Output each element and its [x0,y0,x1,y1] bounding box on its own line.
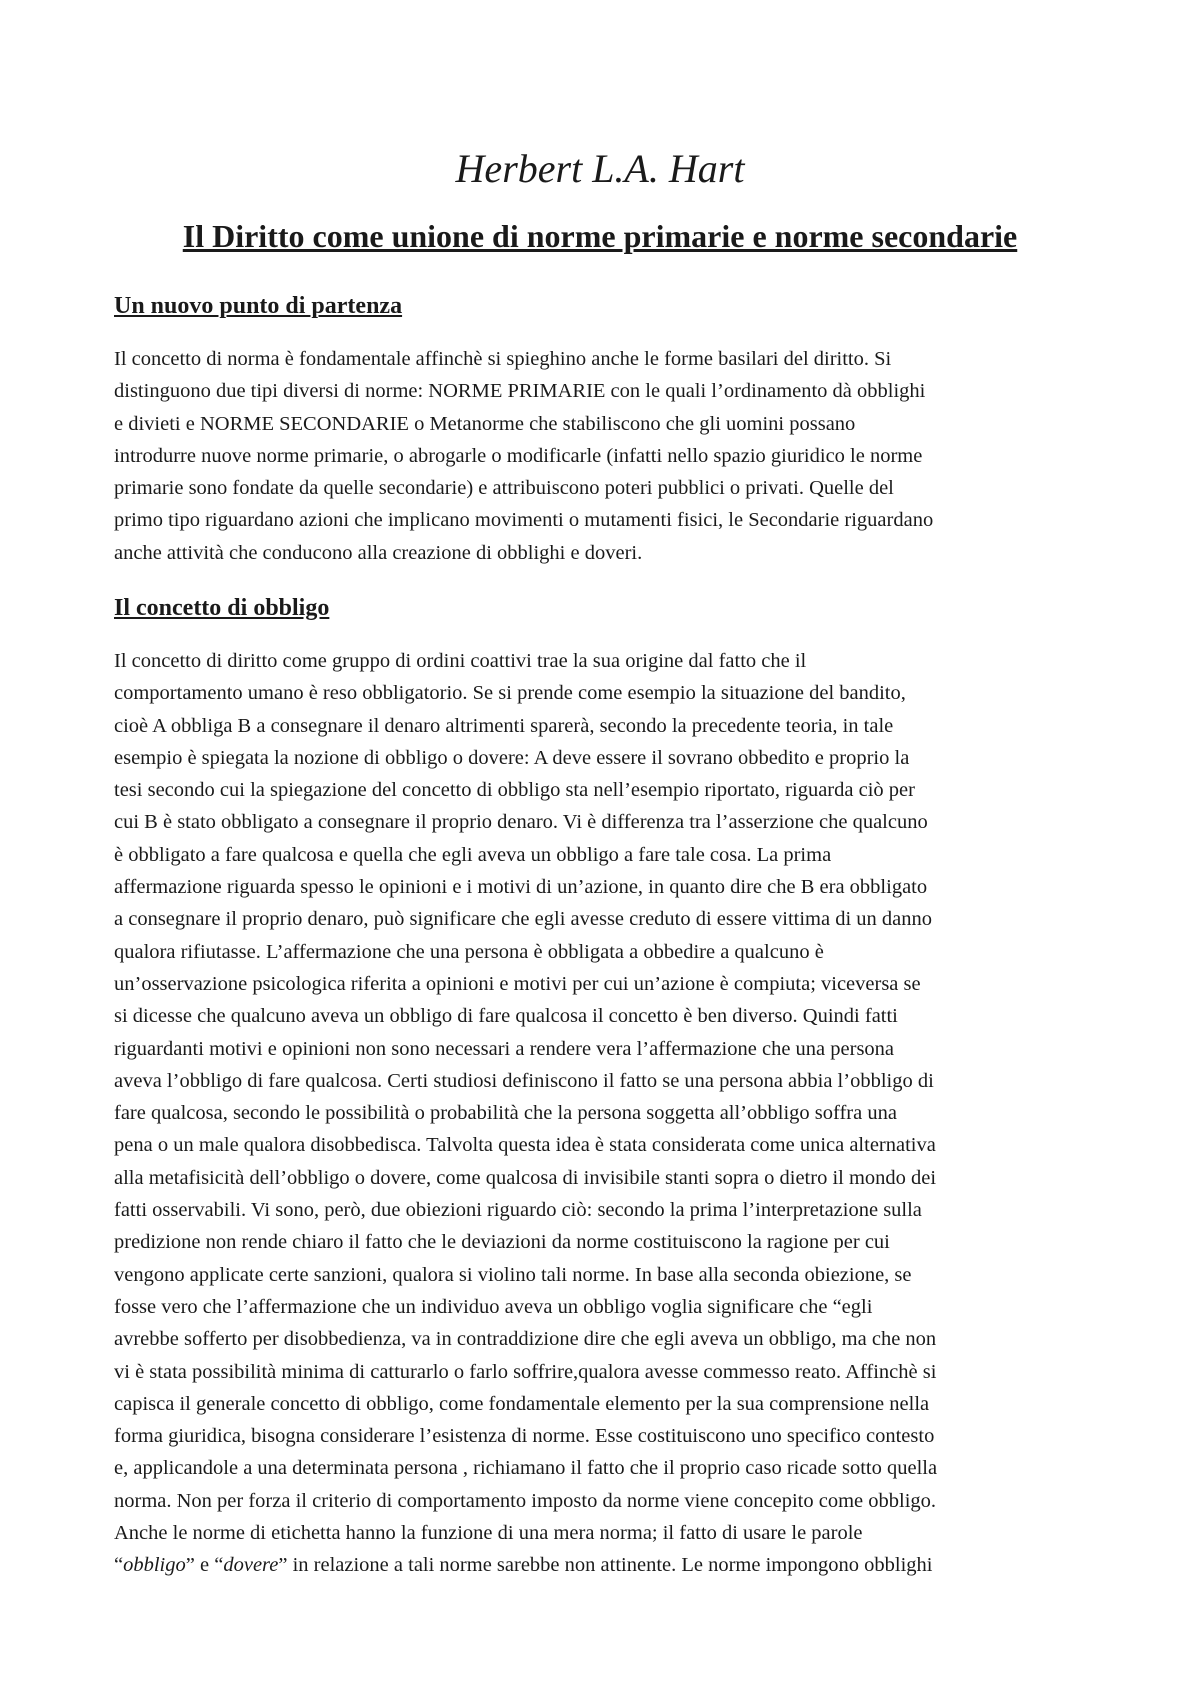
text-line: esempio è spiegata la nozione di obbligo o dovere: A deve essere il sovrano obbedito e proprio la [114,746,910,769]
text-line: fare qualcosa, secondo le possibilità o probabilità che la persona soggetta all’obbligo soffra una [114,1102,897,1125]
text-line: alla metafisicità dell’obbligo o dovere, come qualcosa di invisibile stanti sopra o dietro il mondo dei [114,1166,937,1189]
text-line: Il concetto di diritto come gruppo di ordini coattivi trae la sua origine dal fatto che il [114,650,807,672]
section-heading-concetto-obbligo: Il concetto di obbligo [114,595,330,621]
open-quote: “ [214,1554,224,1577]
text-line: qualora rifiutasse. L’affermazione che una persona è obbligata a obbedire a qualcuno è [114,940,824,963]
text-line: fatti osservabili. Vi sono, però, due obiezioni riguardo ciò: secondo la prima l’interpretazione sulla [114,1199,922,1222]
text-line: comportamento umano è reso obbligatorio. Se si prende come esempio la situazione del bandito, [114,682,906,705]
text-line: un’osservazione psicologica riferita a opinioni e motivi per cui un’azione è compiuta; viceversa se [114,972,921,995]
document-title: Herbert L.A. Hart [455,146,745,191]
text-line: cui B è stato obbligato a consegnare il proprio denaro. Vi è differenza tra l’asserzione che qualcuno [114,811,928,834]
section-heading-nuovo-punto: Un nuovo punto di partenza [114,293,403,319]
section-body-concetto-obbligo [114,645,1099,1582]
term-dovere: dovere [223,1554,279,1577]
text-line: anche attività che conducono alla creazione di obblighi e doveri. [114,541,643,564]
text-line-last [114,1549,1099,1581]
text-line: affermazione riguarda spesso le opinioni e i motivi di un’azione, in quanto dire che B era obbligato [114,876,928,899]
open-quote: “ [114,1554,124,1577]
conjunction: e [194,1554,215,1577]
text-line: cioè A obbliga B a consegnare il denaro altrimenti sparerà, secondo la precedente teoria, in tale [114,714,894,737]
text-line: forma giuridica, bisogna considerare l’esistenza di norme. Esse costituiscono uno specifico contesto [114,1425,935,1448]
text-line: aveva l’obbligo di fare qualcosa. Certi studiosi definiscono il fatto se una persona abbia l’obbligo di [114,1069,934,1092]
line-continuation: in relazione a tali norme sarebbe non attinente. Le norme impongono obblighi [287,1554,933,1577]
text-line: vengono applicate certe sanzioni, qualora si violino tali norme. In base alla seconda obiezione, se [114,1263,912,1286]
text-line: fosse vero che l’affermazione che un individuo aveva un obbligo voglia significare che “egli [114,1295,873,1318]
text-line: Il concetto di norma è fondamentale affinchè si spieghino anche le forme basilari del diritto. Si [114,348,892,370]
text-line: si dicesse che qualcuno aveva un obbligo di fare qualcosa il concetto è ben diverso. Quindi fatti [114,1005,898,1028]
text-line: distinguono due tipi diversi di norme: NORME PRIMARIE con le quali l’ordinamento dà obblighi [114,380,926,403]
text-line: e, applicandole a una determinata persona , richiamano il fatto che il proprio caso ricade sotto quella [114,1457,938,1480]
text-line: primo tipo riguardano azioni che implicano movimenti o mutamenti fisici, le Secondarie riguardano [114,509,934,532]
text-line: capisca il generale concetto di obbligo, come fondamentale elemento per la sua comprensione nella [114,1392,930,1415]
term-obbligo: obbligo [123,1554,186,1577]
text-line: Anche le norme di etichetta hanno la funzione di una mera norma; il fatto di usare le parole [114,1522,863,1545]
text-line: norma. Non per forza il criterio di comportamento imposto da norme viene concepito come obbligo. [114,1489,937,1512]
text-line: a consegnare il proprio denaro, può significare che egli avesse creduto di essere vittima di un danno [114,908,933,931]
close-quote: ” [185,1554,195,1577]
text-line: vi è stata possibilità minima di catturarlo o farlo soffrire,qualora avesse commesso reato. Affinchè si [114,1360,937,1383]
text-line: è obbligato a fare qualcosa e quella che egli aveva un obbligo a fare tale cosa. La prima [114,843,832,866]
text-line: predizione non rende chiaro il fatto che le deviazioni da norme costituiscono la ragione per cui [114,1231,890,1254]
close-quote: ” [278,1554,288,1577]
text-line: pena o un male qualora disobbedisca. Talvolta questa idea è stata considerata come unica alternativa [114,1134,936,1157]
document-subtitle: Il Diritto come unione di norme primarie e norme secondarie [182,218,1018,254]
section-body-nuovo-punto [114,343,1099,569]
text-line: e divieti e NORME SECONDARIE o Metanorme che stabiliscono che gli uomini possano [114,412,856,435]
text-line: riguardanti motivi e opinioni non sono necessari a rendere vera l’affermazione che una persona [114,1037,895,1060]
text-line: primarie sono fondate da quelle secondarie) e attribuiscono poteri pubblici o privati. Quelle del [114,477,894,500]
text-line: avrebbe sofferto per disobbedienza, va in contraddizione dire che egli aveva un obbligo, ma che non [114,1328,937,1351]
text-line: introdurre nuove norme primarie, o abrogarle o modificarle (infatti nello spazio giuridico le norme [114,444,923,467]
text-line: tesi secondo cui la spiegazione del concetto di obbligo sta nell’esempio riportato, riguarda ciò per [114,779,915,802]
